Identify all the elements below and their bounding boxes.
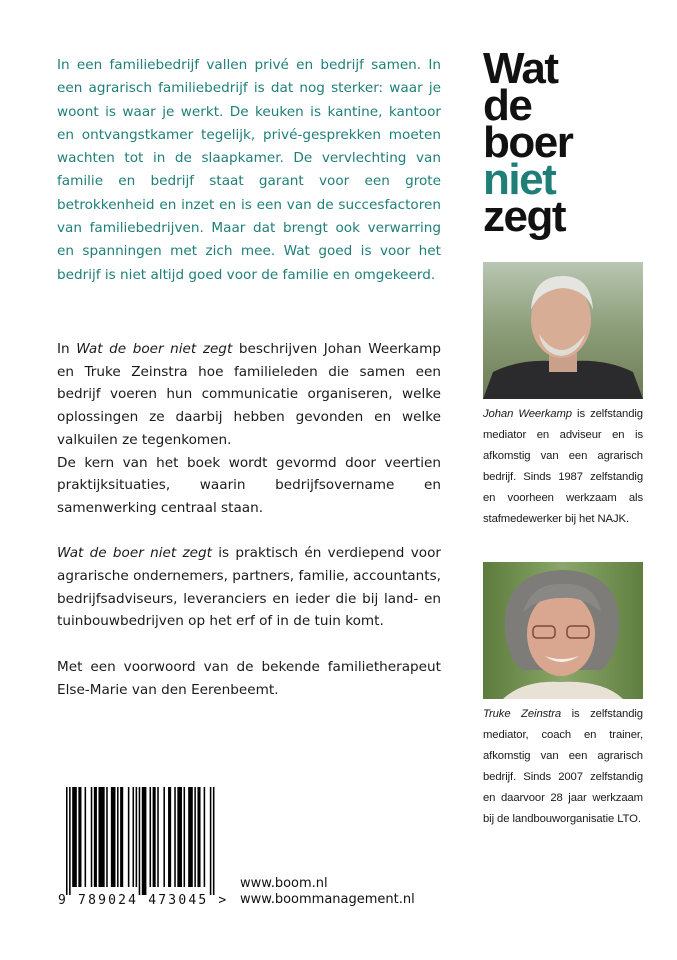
barcode-bar <box>120 787 123 887</box>
title-line: de <box>483 81 532 130</box>
barcode-bar <box>177 787 182 887</box>
barcode-bar <box>153 787 156 887</box>
author-bio-text: is zelfstandig mediator, coach en trainer, afkomstig van een agrarisch bedrijf. Sinds 2007 zelfstandig en daarvoor 28 jaar werkzaam bij de landbouworganisatie LTO. <box>483 708 643 825</box>
barcode-bar <box>69 787 71 895</box>
text: In <box>57 341 77 357</box>
barcode-bar <box>142 787 147 895</box>
barcode-bar <box>174 787 176 887</box>
barcode-bar <box>197 787 200 887</box>
barcode-bar <box>128 787 130 887</box>
barcode-bar <box>117 787 119 887</box>
description-paragraph-1 <box>57 338 441 452</box>
barcode-bar <box>111 787 116 887</box>
author-bio-johan <box>483 404 643 530</box>
isbn-number: 9 789024 473045 > <box>58 893 229 908</box>
barcode-bar <box>78 787 81 887</box>
barcode-bar <box>136 787 138 887</box>
publisher-urls <box>240 876 415 908</box>
barcode-bar <box>132 787 134 887</box>
title-line: niet <box>483 155 556 204</box>
barcode-bar <box>157 787 159 887</box>
barcode-bar <box>94 787 97 887</box>
title-line: zegt <box>483 192 565 241</box>
barcode-bar <box>210 787 212 895</box>
book-title-italic: Wat de boer niet zegt <box>76 341 233 357</box>
barcode-bar <box>204 787 206 887</box>
url-boom[interactable]: www.boom.nl <box>240 876 328 891</box>
barcode-bar <box>163 787 165 887</box>
description <box>57 338 441 724</box>
barcode-bar <box>98 787 104 887</box>
barcode-bar <box>91 787 93 887</box>
text: beschrijven Johan Weerkamp en Truke Zeinstra hoe familieleden die samen een bedrijf voeren hun communicatie organiseren, welke oplossingen ze daarbij hebben gevonden en welke valkuilen ze tegenkomen. <box>57 341 441 448</box>
barcode-bar <box>150 787 152 887</box>
title-line: boer <box>483 118 573 167</box>
url-boommanagement[interactable]: www.boommanagement.nl <box>240 892 415 907</box>
book-title <box>483 44 573 241</box>
author-bio-text: is zelfstandig mediator en adviseur en is afkomstig van een agrarisch bedrijf. Sinds 1987 zelfstandig en voorheen werkzaam als stafmedewerker bij het NAJK. <box>483 408 643 525</box>
barcode-bar <box>72 787 77 887</box>
barcode-bar <box>194 787 196 887</box>
title-line: Wat <box>483 44 558 93</box>
author-name: Johan Weerkamp <box>483 408 572 420</box>
author-photo-truke <box>483 562 643 699</box>
description-paragraph-4: Met een voorwoord van de bekende familietherapeut Else-Marie van den Eerenbeemt. <box>57 658 441 698</box>
barcode-bar <box>106 787 108 887</box>
barcode-bar <box>184 787 186 887</box>
author-photo-johan <box>483 262 643 399</box>
description-paragraph-2: De kern van het boek wordt gevormd door veertien praktijksituaties, waarin bedrijfsovername en samenwerking centraal staan. <box>57 454 441 516</box>
author-bio-truke <box>483 704 643 830</box>
author-name: Truke Zeinstra <box>483 708 562 720</box>
barcode-bar <box>188 787 193 887</box>
book-title-italic: Wat de boer niet zegt <box>57 545 212 562</box>
text: is praktisch én verdiepend voor agrarische ondernemers, partners, familie, accountants, bedrijfsadviseurs, leveranciers en ieder die bij land- en tuinbouwbedrijven op het erf of in de tuin komt. <box>57 545 441 630</box>
barcode-bar <box>213 787 215 895</box>
barcode-bar <box>85 787 87 887</box>
intro-paragraph: In een familiebedrijf vallen privé en bedrijf samen. In een agrarisch familiebedrijf is dat nog sterker: waar je woont is waar je werkt. De keuken is kantine, kantoor en ontvangstkamer tegelijk, privé-gesprekken moeten wachten tot in de slaapkamer. De vervlechting van familie en bedrijf staat garant voor een grote betrokkenheid en inzet en is een van de succesfactoren van familiebedrijven. Maar dat brengt ook verwarring en spanningen met zich mee. Wat goed is voor het bedrijf is niet altijd goed voor de familie en omgekeerd. <box>57 57 441 283</box>
isbn-barcode <box>66 787 216 895</box>
barcode-bar <box>139 787 141 895</box>
barcode-bar <box>168 787 171 887</box>
barcode-bar <box>66 787 68 895</box>
description-paragraph-3 <box>57 542 441 633</box>
